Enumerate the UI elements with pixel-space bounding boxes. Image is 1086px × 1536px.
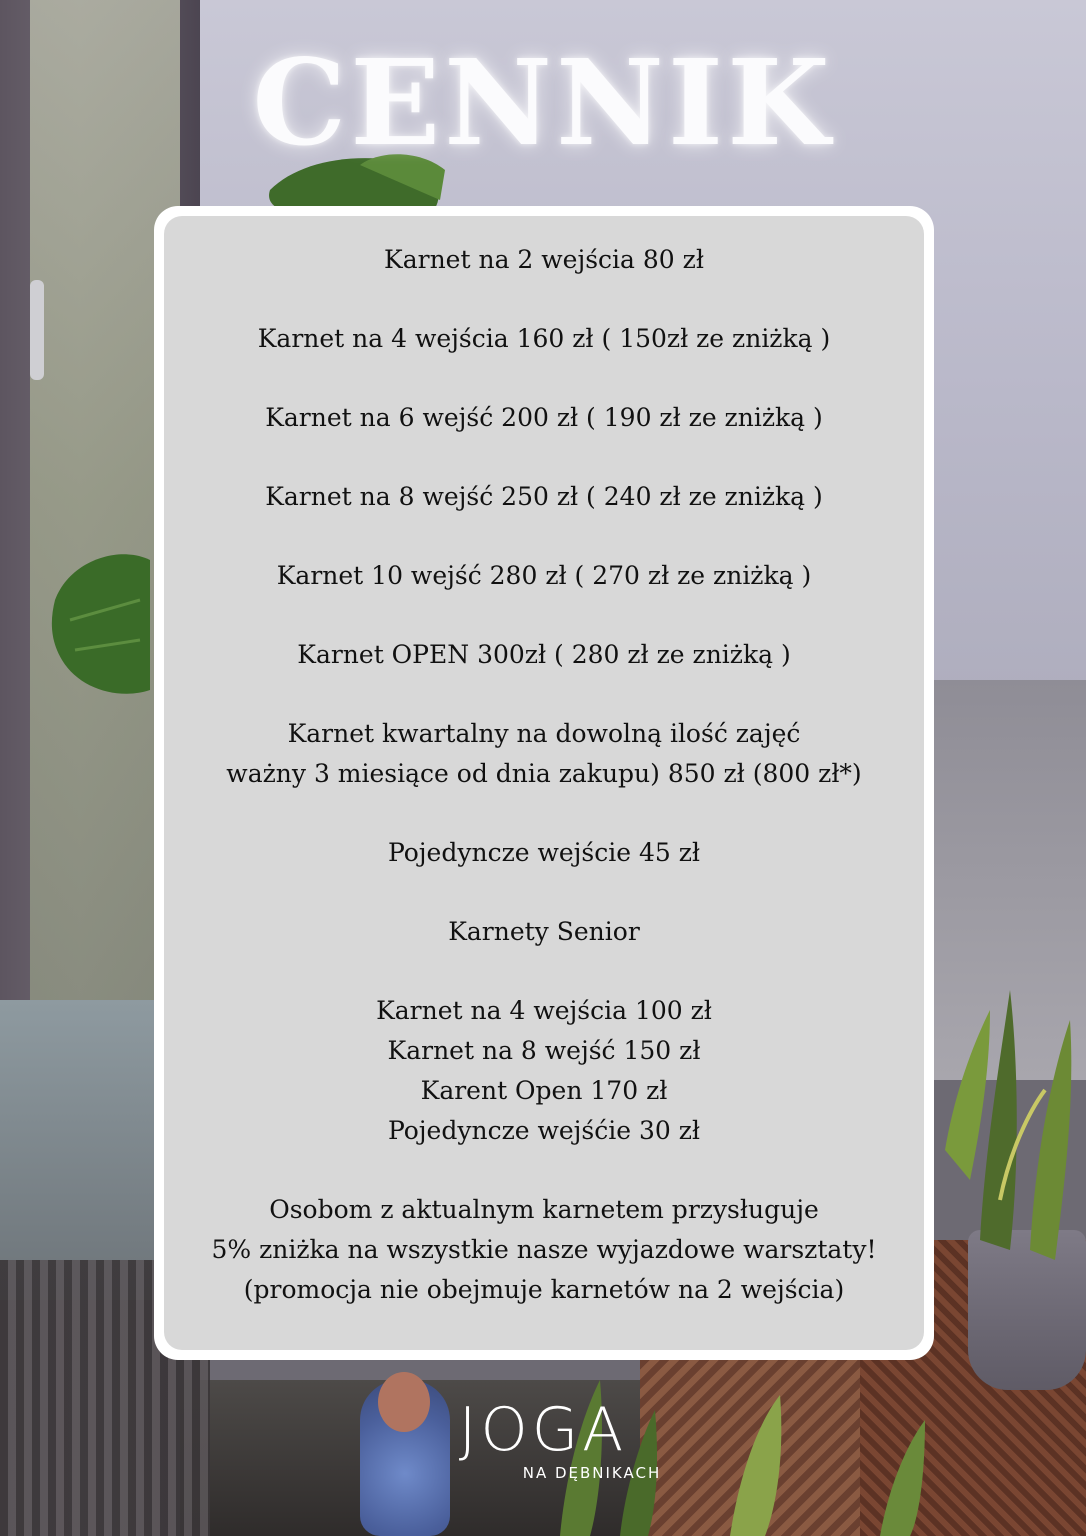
- logo: [0, 1395, 1086, 1482]
- single-entry-price: Pojedyncze wejście 45 zł: [387, 838, 701, 867]
- price-item: Karnet na 4 wejścia 160 zł ( 150zł ze zniżką ): [257, 324, 831, 353]
- quarterly-line-2: ważny 3 miesiące od dnia zakupu) 850 zł (800 zł*): [226, 759, 862, 788]
- price-item: Karnet na 8 wejść 250 zł ( 240 zł ze zniżką ): [265, 482, 823, 511]
- senior-item: Karnet na 4 wejścia 100 zł: [376, 996, 712, 1025]
- page-title: CENNIK: [252, 33, 834, 172]
- senior-item: Karnet na 8 wejść 150 zł: [387, 1036, 701, 1065]
- price-card: [154, 206, 934, 1360]
- price-item: Karnet 10 wejść 280 zł ( 270 zł ze zniżką ): [276, 561, 812, 590]
- logo-subtitle: NA DĘBNIKACH: [522, 1464, 662, 1482]
- promo-note-line: 5% zniżka na wszystkie nasze wyjazdowe warsztaty!: [211, 1235, 877, 1264]
- price-item: Karnet na 6 wejść 200 zł ( 190 zł ze zniżką ): [265, 403, 823, 432]
- senior-heading: Karnety Senior: [448, 917, 640, 946]
- price-item: Karnet na 2 wejścia 80 zł: [384, 245, 704, 274]
- senior-item: Karent Open 170 zł: [420, 1076, 668, 1105]
- senior-item: Pojedyncze wejśćie 30 zł: [387, 1116, 701, 1145]
- logo-wordmark: [458, 1395, 628, 1465]
- promo-note-line: Osobom z aktualnym karnetem przysługuje: [269, 1195, 819, 1224]
- price-item: Karnet OPEN 300zł ( 280 zł ze zniżką ): [297, 640, 791, 669]
- quarterly-line-1: Karnet kwartalny na dowolną ilość zajęć: [287, 719, 801, 748]
- logo-text: JOGA: [458, 1395, 628, 1465]
- price-card-inner: [164, 216, 924, 1350]
- promo-note-line: (promocja nie obejmuje karnetów na 2 wejścia): [243, 1275, 845, 1304]
